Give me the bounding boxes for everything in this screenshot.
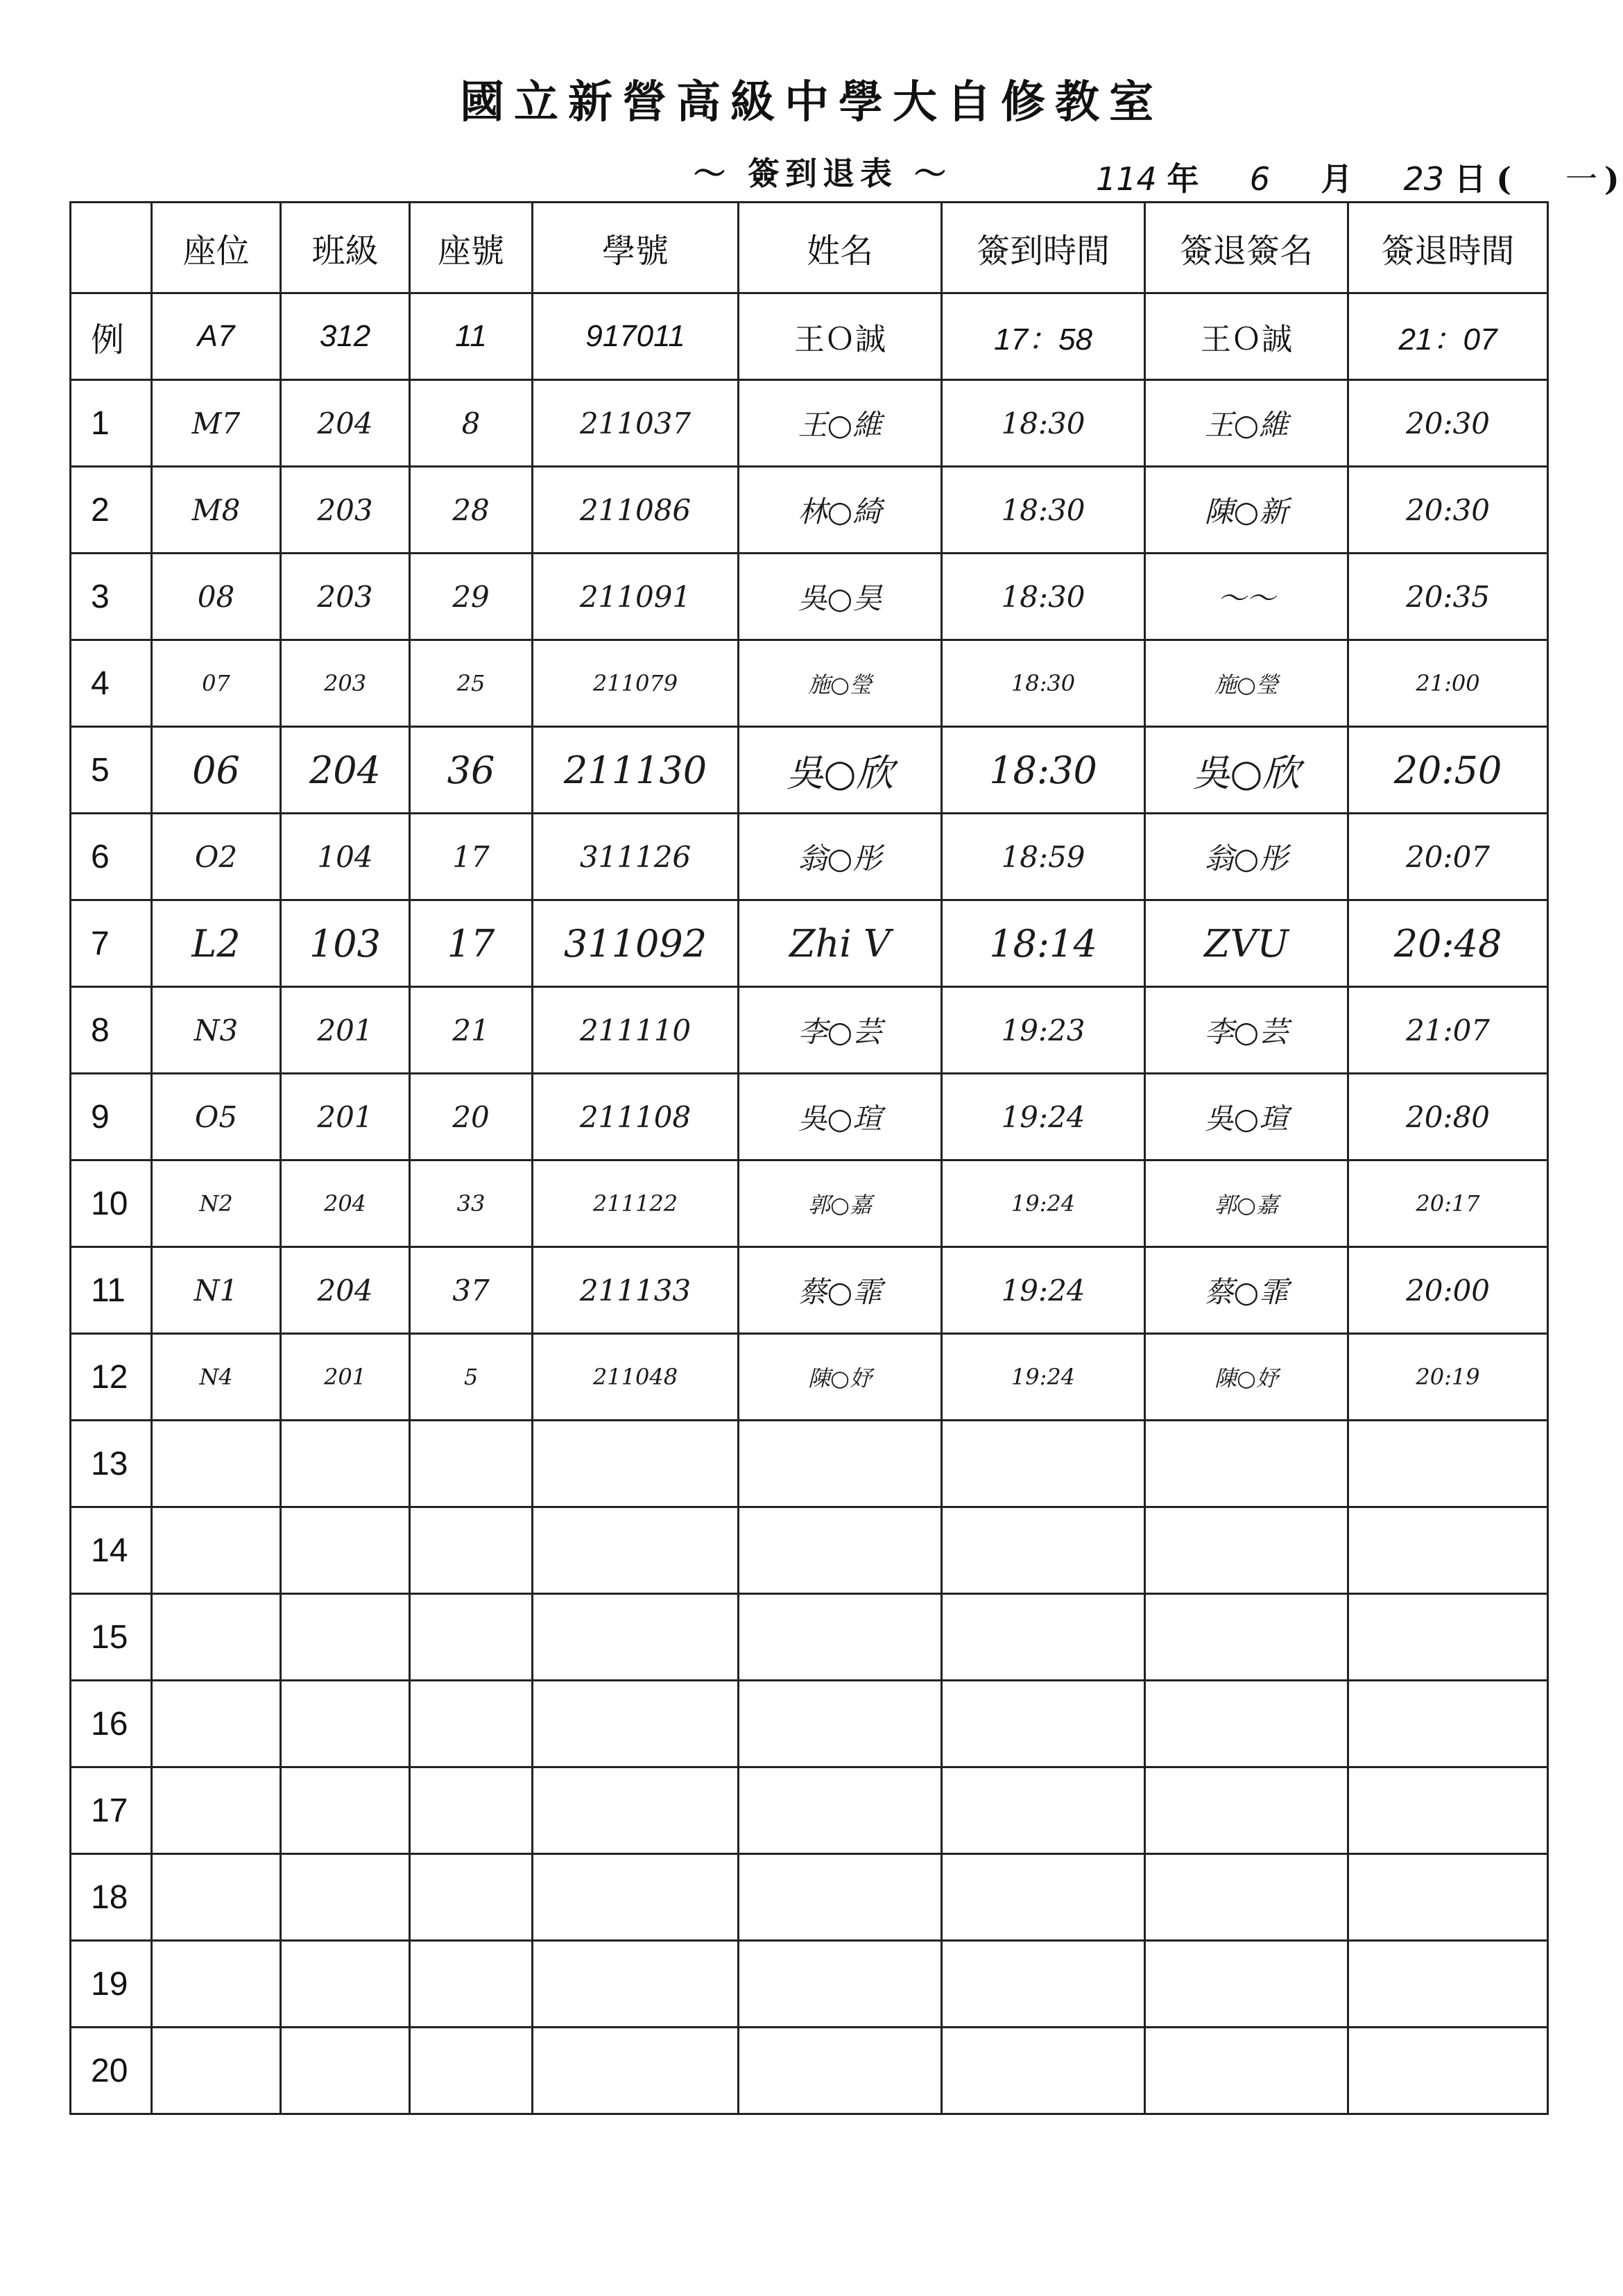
checkout-signature-cell[interactable] [1145,1507,1348,1594]
table-row [71,987,1548,1074]
table-row [71,1681,1548,1767]
student-id-cell[interactable]: 211122 [533,1160,739,1247]
seat-cell[interactable]: O5 [152,1074,281,1160]
example-number: 11 [410,293,533,380]
col-header-seat: 座位 [152,203,281,293]
checkin-time-cell[interactable] [942,2028,1145,2114]
checkout-time-cell[interactable] [1348,1421,1548,1507]
checkout-time-cell[interactable] [1348,1507,1548,1594]
table-row [71,900,1548,987]
student-id-cell[interactable]: 211086 [533,467,739,554]
seat-cell[interactable]: 08 [152,554,281,640]
class-cell[interactable] [281,1941,410,2028]
class-cell[interactable] [281,1767,410,1854]
name-cell[interactable] [739,1594,942,1681]
checkout-signature-cell[interactable]: 吳○欣 [1145,727,1348,814]
row-number: 16 [71,1681,152,1767]
checkin-time-cell[interactable]: 19:24 [942,1334,1145,1421]
checkout-time-cell[interactable]: 20:19 [1348,1334,1548,1421]
row-number: 17 [71,1767,152,1854]
col-header-checkout: 簽退時間 [1348,203,1548,293]
example-seat: A7 [152,293,281,380]
example-student-id: 917011 [533,293,739,380]
class-cell[interactable] [281,2028,410,2114]
checkin-time-cell[interactable]: 18:30 [942,380,1145,467]
checkout-time-cell[interactable]: 20:80 [1348,1074,1548,1160]
seat-cell[interactable] [152,1681,281,1767]
name-cell[interactable]: 吳○瑄 [739,1074,942,1160]
row-number: 13 [71,1421,152,1507]
checkout-time-cell[interactable]: 21:07 [1348,987,1548,1074]
seat-cell[interactable]: M7 [152,380,281,467]
name-cell[interactable] [739,1421,942,1507]
class-cell[interactable]: 204 [281,727,410,814]
name-cell[interactable] [739,1941,942,2028]
row-number: 4 [71,640,152,727]
student-id-cell[interactable]: 311126 [533,814,739,900]
name-cell[interactable]: 陳○妤 [739,1334,942,1421]
seat-number-cell[interactable]: 17 [410,814,533,900]
checkout-time-cell[interactable]: 20:50 [1348,727,1548,814]
checkout-signature-cell[interactable] [1145,1941,1348,2028]
row-number: 6 [71,814,152,900]
row-number: 8 [71,987,152,1074]
seat-cell[interactable]: N1 [152,1247,281,1334]
student-id-cell[interactable] [533,2028,739,2114]
student-id-cell[interactable]: 211091 [533,554,739,640]
date-weekday-close: ) [1604,160,1620,198]
class-cell[interactable] [281,1421,410,1507]
seat-cell[interactable]: L2 [152,900,281,987]
table-row [71,727,1548,814]
seat-cell[interactable] [152,1421,281,1507]
checkout-time-cell[interactable] [1348,1681,1548,1767]
example-label: 例 [71,293,152,380]
example-name: 王Ｏ誠 [739,293,942,380]
student-id-cell[interactable] [533,1854,739,1941]
class-cell[interactable]: 104 [281,814,410,900]
seat-cell[interactable] [152,2028,281,2114]
seat-number-cell[interactable]: 21 [410,987,533,1074]
table-row [71,1334,1548,1421]
col-header-student-id: 學號 [533,203,739,293]
class-cell[interactable] [281,1681,410,1767]
checkin-time-cell[interactable]: 19:24 [942,1160,1145,1247]
checkout-time-cell[interactable]: 20:30 [1348,380,1548,467]
seat-number-cell[interactable] [410,1681,533,1767]
checkout-signature-cell[interactable]: 陳○新 [1145,467,1348,554]
checkin-time-cell[interactable] [942,1854,1145,1941]
checkout-time-cell[interactable] [1348,1594,1548,1681]
example-signature: 王Ｏ誠 [1145,293,1348,380]
seat-number-cell[interactable]: 25 [410,640,533,727]
class-cell[interactable]: 203 [281,640,410,727]
name-cell[interactable]: 郭○嘉 [739,1160,942,1247]
checkin-time-cell[interactable] [942,1941,1145,2028]
checkout-signature-cell[interactable]: 施○瑩 [1145,640,1348,727]
table-row [71,640,1548,727]
checkin-time-cell[interactable] [942,1594,1145,1681]
row-number: 1 [71,380,152,467]
page-title: 國立新營高級中學大自修教室 [460,76,1163,128]
student-id-cell[interactable] [533,1507,739,1594]
student-id-cell[interactable]: 211079 [533,640,739,727]
class-cell[interactable]: 204 [281,1160,410,1247]
name-cell[interactable]: 翁○彤 [739,814,942,900]
student-id-cell[interactable]: 311092 [533,900,739,987]
date-weekday-open: ( [1496,160,1512,198]
checkin-time-cell[interactable]: 18:59 [942,814,1145,900]
seat-number-cell[interactable] [410,1594,533,1681]
seat-cell[interactable] [152,1507,281,1594]
student-id-cell[interactable] [533,1767,739,1854]
name-cell[interactable]: 李○芸 [739,987,942,1074]
seat-number-cell[interactable]: 5 [410,1334,533,1421]
row-number: 14 [71,1507,152,1594]
student-id-cell[interactable]: 211048 [533,1334,739,1421]
seat-number-cell[interactable] [410,1941,533,2028]
class-cell[interactable]: 203 [281,467,410,554]
date-year-label: 年 [1167,160,1199,198]
student-id-cell[interactable]: 211130 [533,727,739,814]
example-class: 312 [281,293,410,380]
class-cell[interactable]: 204 [281,380,410,467]
seat-number-cell[interactable]: 8 [410,380,533,467]
table-row [71,1421,1548,1507]
name-cell[interactable]: 施○瑩 [739,640,942,727]
checkout-time-cell[interactable]: 20:07 [1348,814,1548,900]
name-cell[interactable] [739,1767,942,1854]
seat-number-cell[interactable]: 28 [410,467,533,554]
seat-cell[interactable] [152,1594,281,1681]
checkin-time-cell[interactable]: 18:30 [942,727,1145,814]
seat-number-cell[interactable] [410,2028,533,2114]
example-checkout: 21：07 [1348,293,1548,380]
name-cell[interactable]: Zhi V [739,900,942,987]
example-row [71,293,1548,380]
checkout-time-cell[interactable]: 20:30 [1348,467,1548,554]
checkin-time-cell[interactable]: 18:30 [942,467,1145,554]
row-number: 5 [71,727,152,814]
table-row [71,1247,1548,1334]
example-checkin: 17：58 [942,293,1145,380]
row-number: 2 [71,467,152,554]
checkout-signature-cell[interactable]: ZVU [1145,900,1348,987]
seat-number-cell[interactable] [410,1854,533,1941]
checkout-time-cell[interactable]: 20:00 [1348,1247,1548,1334]
date-weekday[interactable]: 一 [1562,160,1595,198]
table-row [71,380,1548,467]
student-id-cell[interactable]: 211133 [533,1247,739,1334]
seat-cell[interactable]: O2 [152,814,281,900]
seat-number-cell[interactable]: 20 [410,1074,533,1160]
table-row [71,1854,1548,1941]
name-cell[interactable]: 吳○昊 [739,554,942,640]
class-cell[interactable]: 201 [281,987,410,1074]
checkin-time-cell[interactable]: 18:14 [942,900,1145,987]
checkin-time-cell[interactable] [942,1767,1145,1854]
date-day[interactable]: 23 [1403,160,1445,198]
checkout-signature-cell[interactable] [1145,1594,1348,1681]
table-row [71,2028,1548,2114]
col-header-name: 姓名 [739,203,942,293]
checkin-time-cell[interactable]: 18:30 [942,640,1145,727]
header-row [71,203,1548,293]
table-row [71,467,1548,554]
seat-cell[interactable]: N2 [152,1160,281,1247]
seat-number-cell[interactable]: 36 [410,727,533,814]
row-number: 15 [71,1594,152,1681]
checkout-time-cell[interactable]: 20:35 [1348,554,1548,640]
date-month-label: 月 [1321,160,1353,198]
seat-number-cell[interactable]: 37 [410,1247,533,1334]
table-row [71,1767,1548,1854]
date-month[interactable]: 6 [1249,160,1270,198]
col-header-signature: 簽退簽名 [1145,203,1348,293]
class-cell[interactable]: 103 [281,900,410,987]
row-number: 18 [71,1854,152,1941]
checkout-signature-cell[interactable]: 蔡○霏 [1145,1247,1348,1334]
row-number: 20 [71,2028,152,2114]
name-cell[interactable] [739,1507,942,1594]
checkout-signature-cell[interactable]: 郭○嘉 [1145,1160,1348,1247]
checkout-time-cell[interactable] [1348,1941,1548,2028]
name-cell[interactable]: 吳○欣 [739,727,942,814]
student-id-cell[interactable] [533,1681,739,1767]
checkin-time-cell[interactable]: 19:24 [942,1247,1145,1334]
checkout-signature-cell[interactable]: 陳○妤 [1145,1334,1348,1421]
checkin-time-cell[interactable]: 18:30 [942,554,1145,640]
student-id-cell[interactable]: 211037 [533,380,739,467]
class-cell[interactable]: 201 [281,1074,410,1160]
seat-cell[interactable] [152,1854,281,1941]
form-subtitle: ～ 簽到退表 ～ [694,155,952,192]
checkout-time-cell[interactable]: 21:00 [1348,640,1548,727]
checkout-signature-cell[interactable]: ～～ [1145,554,1348,640]
seat-cell[interactable] [152,1941,281,2028]
class-cell[interactable] [281,1507,410,1594]
checkin-time-cell[interactable]: 19:24 [942,1074,1145,1160]
checkout-signature-cell[interactable] [1145,1767,1348,1854]
checkout-signature-cell[interactable] [1145,1421,1348,1507]
seat-cell[interactable] [152,1767,281,1854]
student-id-cell[interactable] [533,1594,739,1681]
checkin-time-cell[interactable]: 19:23 [942,987,1145,1074]
checkout-time-cell[interactable] [1348,1854,1548,1941]
seat-cell[interactable]: N3 [152,987,281,1074]
col-header-number: 座號 [410,203,533,293]
checkout-time-cell[interactable]: 20:17 [1348,1160,1548,1247]
table-row [71,1074,1548,1160]
date-day-label: 日 [1454,160,1486,198]
class-cell[interactable] [281,1594,410,1681]
checkout-time-cell[interactable]: 20:48 [1348,900,1548,987]
seat-cell[interactable]: 07 [152,640,281,727]
student-id-cell[interactable] [533,1941,739,2028]
date-line [1096,154,1620,200]
name-cell[interactable] [739,1854,942,1941]
seat-cell[interactable]: N4 [152,1334,281,1421]
date-year[interactable]: 114 [1096,160,1157,198]
row-number: 11 [71,1247,152,1334]
seat-number-cell[interactable]: 17 [410,900,533,987]
table-row [71,554,1548,640]
table-row [71,1941,1548,2028]
col-header-checkin: 簽到時間 [942,203,1145,293]
student-id-cell[interactable]: 211110 [533,987,739,1074]
row-number: 3 [71,554,152,640]
seat-number-cell[interactable]: 29 [410,554,533,640]
class-cell[interactable]: 201 [281,1334,410,1421]
row-number: 10 [71,1160,152,1247]
checkout-time-cell[interactable] [1348,1767,1548,1854]
class-cell[interactable]: 204 [281,1247,410,1334]
row-number: 19 [71,1941,152,2028]
name-cell[interactable]: 蔡○霏 [739,1247,942,1334]
checkout-signature-cell[interactable]: 李○芸 [1145,987,1348,1074]
checkout-signature-cell[interactable] [1145,1681,1348,1767]
checkout-signature-cell[interactable] [1145,1854,1348,1941]
checkin-time-cell[interactable] [942,1507,1145,1594]
checkin-time-cell[interactable] [942,1681,1145,1767]
sign-in-table [69,201,1549,2115]
checkout-signature-cell[interactable]: 翁○彤 [1145,814,1348,900]
name-cell[interactable] [739,1681,942,1767]
row-number: 9 [71,1074,152,1160]
table-row [71,814,1548,900]
student-id-cell[interactable] [533,1421,739,1507]
seat-number-cell[interactable] [410,1421,533,1507]
col-header-class: 班級 [281,203,410,293]
row-number: 7 [71,900,152,987]
table-row [71,1594,1548,1681]
table-row [71,1160,1548,1247]
name-cell[interactable]: 王○維 [739,380,942,467]
checkin-time-cell[interactable] [942,1421,1145,1507]
class-cell[interactable]: 203 [281,554,410,640]
checkout-signature-cell[interactable] [1145,2028,1348,2114]
class-cell[interactable] [281,1854,410,1941]
name-cell[interactable] [739,2028,942,2114]
table-row [71,1507,1548,1594]
seat-cell[interactable]: 06 [152,727,281,814]
seat-number-cell[interactable] [410,1507,533,1594]
seat-number-cell[interactable]: 33 [410,1160,533,1247]
seat-cell[interactable]: M8 [152,467,281,554]
name-cell[interactable]: 林○綺 [739,467,942,554]
row-number: 12 [71,1334,152,1421]
checkout-signature-cell[interactable]: 吳○瑄 [1145,1074,1348,1160]
checkout-signature-cell[interactable]: 王○維 [1145,380,1348,467]
student-id-cell[interactable]: 211108 [533,1074,739,1160]
seat-number-cell[interactable] [410,1767,533,1854]
col-header-index [71,203,152,293]
checkout-time-cell[interactable] [1348,2028,1548,2114]
